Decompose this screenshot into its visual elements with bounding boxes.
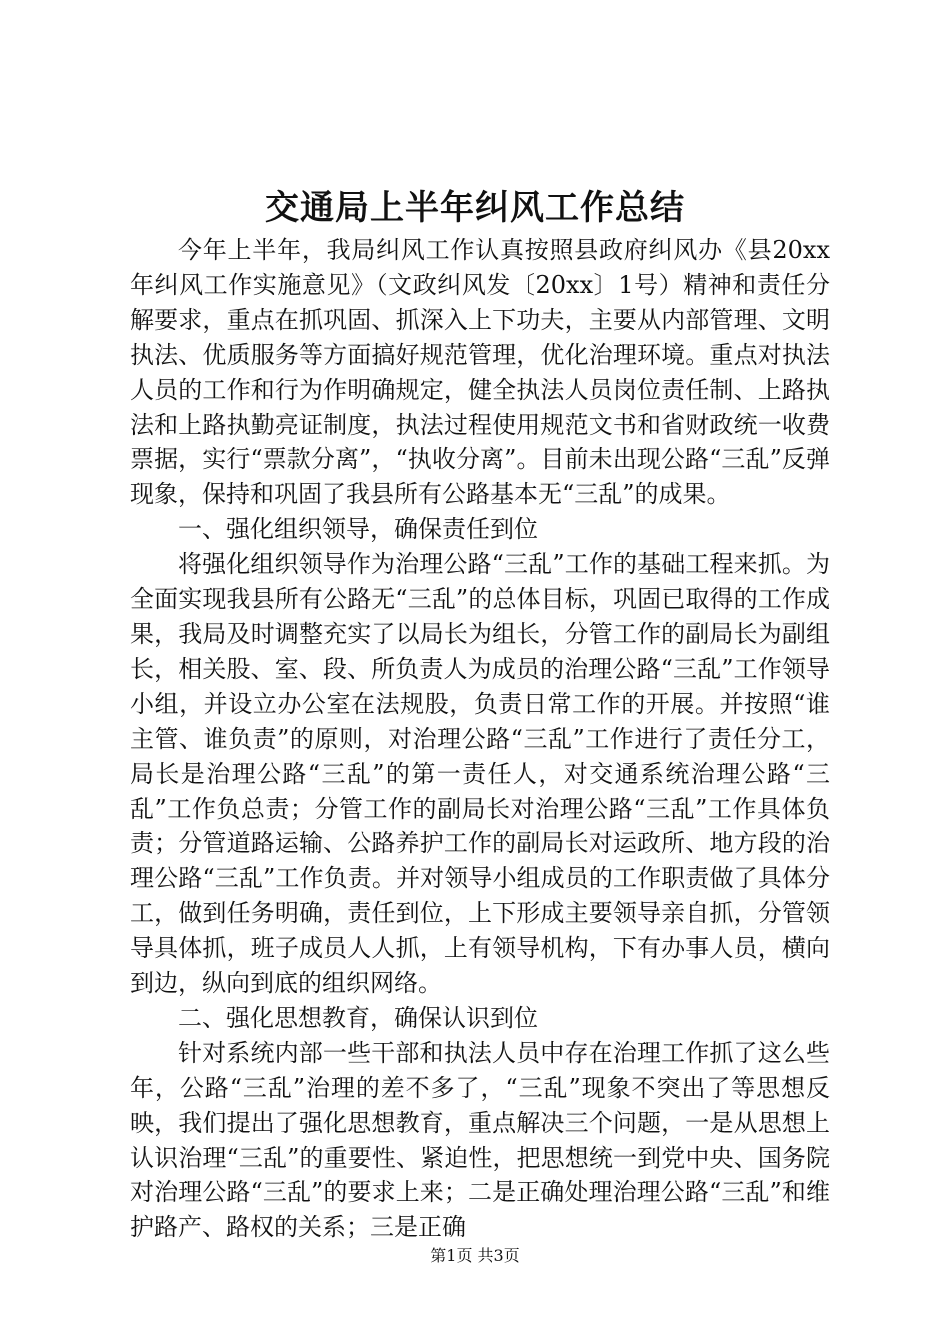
- document-title: 交通局上半年纠风工作总结: [265, 188, 685, 228]
- paragraph-section-1: 将强化组织领导作为治理公路“三乱”工作的基础工程来抓。为全面实现我县所有公路无“三乱”的总体目标，巩固已取得的工作成果，我局及时调整充实了以局长为组长，分管工作的副局长为副组长，相关股、室、段、所负责人为成员的治理公路“三乱”工作领导小组，并设立办公室在法规股，负责日常工作的开展。并按照“谁主管、谁负责”的原则，对治理公路“三乱”工作进行了责任分工，局长是治理公路“三乱”的第一责任人，对交通系统治理公路“三乱”工作负总责；分管工作的副局长对治理公路“三乱”工作具体负责；分管道路运输、公路养护工作的副局长对运政所、地方段的治理公路“三乱”工作负责。并对领导小组成员的工作职责做了具体分工，做到任务明确，责任到位，上下形成主要领导亲自抓，分管领导具体抓，班子成员人人抓，上有领导机构，下有办事人员，横向到边，纵向到底的组织网络。: [130, 550, 830, 998]
- paragraph-intro: 今年上半年，我局纠风工作认真按照县政府纠风办《县20xx年纠风工作实施意见》（文政纠风发〔20xx〕1号）精神和责任分解要求，重点在抓巩固、抓深入上下功夫，主要从内部管理、文明执法、优质服务等方面搞好规范管理，优化治理环境。重点对执法人员的工作和行为作明确规定，健全执法人员岗位责任制、上路执法和上路执勤亮证制度，执法过程使用规范文书和省财政统一收费票据，实行“票款分离”，“执收分离”。目前未出现公路“三乱”反弹现象，保持和巩固了我县所有公路基本无“三乱”的成果。: [130, 236, 830, 509]
- paragraph-section-2: 针对系统内部一些干部和执法人员中存在治理工作抓了这么些年，公路“三乱”治理的差不多了，“三乱”现象不突出了等思想反映，我们提出了强化思想教育，重点解决三个问题，一是从思想上认识治理“三乱”的重要性、紧迫性，把思想统一到党中央、国务院对治理公路“三乱”的要求上来；二是正确处理治理公路“三乱”和维护路产、路权的关系；三是正确: [130, 1038, 830, 1242]
- document-body: [130, 233, 830, 1245]
- page-footer: 第1页 共3页: [430, 1246, 520, 1265]
- section-heading-1: 一、强化组织领导，确保责任到位: [178, 515, 538, 544]
- section-heading-2: 二、强化思想教育，确保认识到位: [178, 1003, 538, 1032]
